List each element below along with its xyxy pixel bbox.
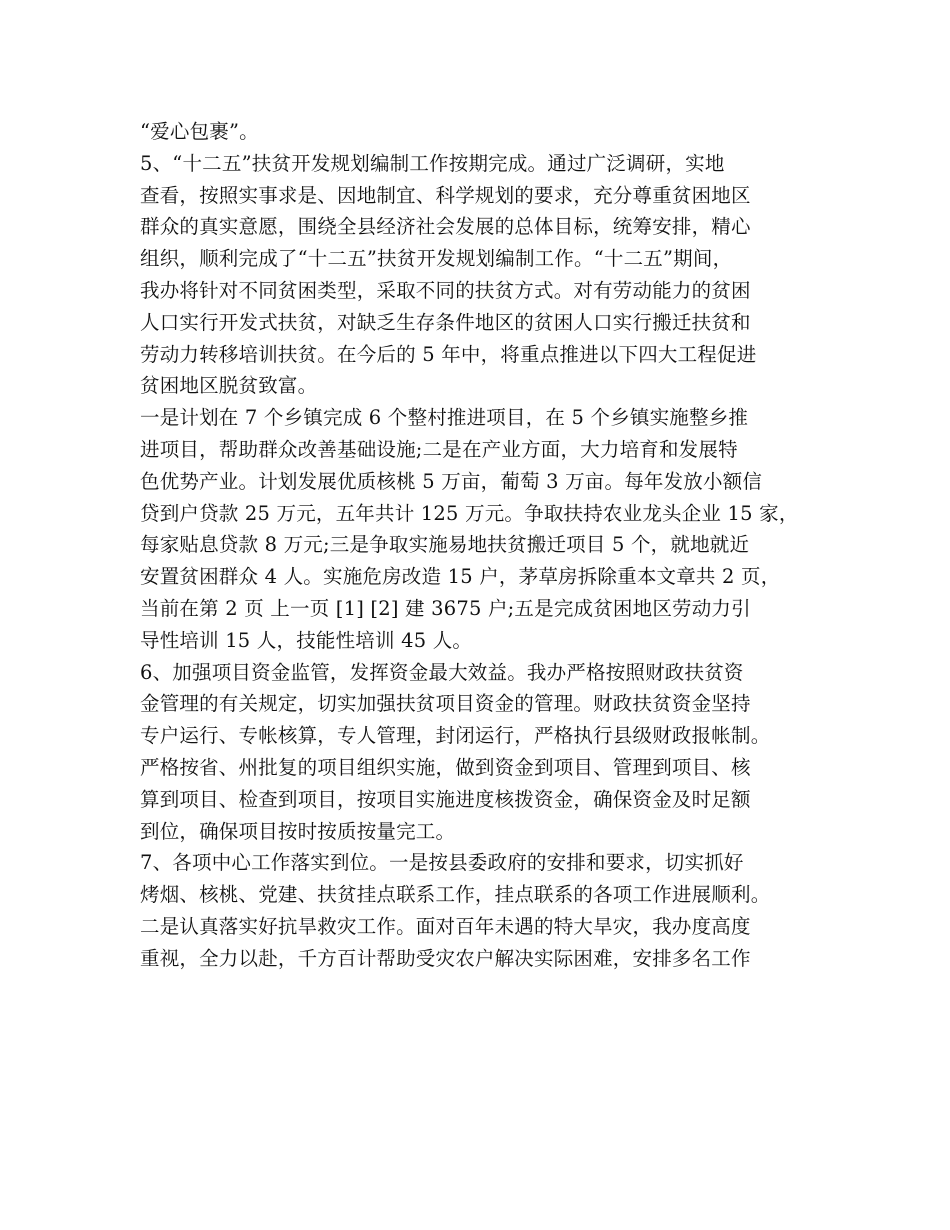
text-line: 5、“十二五”扶贫开发规划编制工作按期完成。通过广泛调研，实地 xyxy=(140,151,725,175)
text-line: 一是计划在 7 个乡镇完成 6 个整村推进项目，在 5 个乡镇实施整乡推 xyxy=(140,406,749,430)
text-line: 我办将针对不同贫困类型，采取不同的扶贫方式。对有劳动能力的贫困 xyxy=(140,278,751,302)
paragraph-item-7-central-work xyxy=(140,847,822,974)
text-line: 组织，顺利完成了“十二五”扶贫开发规划编制工作。“十二五”期间， xyxy=(140,247,733,271)
text-line: 金管理的有关规定，切实加强扶贫项目资金的管理。财政扶贫资金坚持 xyxy=(140,692,751,716)
text-line: 贫困地区脱贫致富。 xyxy=(140,374,318,398)
paragraph-item-6-fund-supervision xyxy=(140,657,822,848)
document-body xyxy=(140,116,822,975)
text-line: 6、加强项目资金监管，发挥资金最大效益。我办严格按照财政扶贫资 xyxy=(140,660,744,684)
paragraph-item-5-planning xyxy=(140,148,822,402)
text-line: 人口实行开发式扶贫，对缺乏生存条件地区的贫困人口实行搬迁扶贫和 xyxy=(140,310,751,334)
paragraph-four-projects xyxy=(140,402,822,656)
text-line: 进项目，帮助群众改善基础设施;二是在产业方面，大力培育和发展特 xyxy=(140,437,738,461)
text-line: 二是认真落实好抗旱救灾工作。面对百年未遇的特大旱灾，我办度高度 xyxy=(140,914,751,938)
text-line: 导性培训 15 人，技能性培训 45 人。 xyxy=(140,628,473,652)
text-line: 到位，确保项目按时按质按量完工。 xyxy=(140,819,456,843)
text-line: 贷到户贷款 25 万元，五年共计 125 万元。争取扶持农业龙头企业 15 家， xyxy=(140,501,799,525)
text-line: 色优势产业。计划发展优质核桃 5 万亩，葡萄 3 万亩。每年发放小额信 xyxy=(140,469,763,493)
text-line: 查看，按照实事求是、因地制宜、科学规划的要求，充分尊重贫困地区 xyxy=(140,183,751,207)
text-line: 每家贴息贷款 8 万元;三是争取实施易地扶贫搬迁项目 5 个，就地就近 xyxy=(140,533,750,557)
text-line: 严格按省、州批复的项目组织实施，做到资金到项目、管理到项目、核 xyxy=(140,755,751,779)
paragraph-love-package-end xyxy=(140,116,822,148)
text-line: 劳动力转移培训扶贫。在今后的 5 年中，将重点推进以下四大工程促进 xyxy=(140,342,757,366)
text-line: “爱心包裹”。 xyxy=(140,120,259,143)
text-line: 当前在第 2 页 上一页 [1] [2] 建 3675 户;五是完成贫困地区劳动力引 xyxy=(140,596,751,620)
text-line: 7、各项中心工作落实到位。一是按县委政府的安排和要求，切实抓好 xyxy=(140,851,744,875)
text-line: 算到项目、检查到项目，按项目实施进度核拨资金，确保资金及时足额 xyxy=(140,787,751,811)
text-line: 专户运行、专帐核算，专人管理，封闭运行，严格执行县级财政报帐制。 xyxy=(140,724,771,748)
text-line: 安置贫困群众 4 人。实施危房改造 15 户，茅草房拆除重本文章共 2 页， xyxy=(140,565,781,589)
text-line: 烤烟、核桃、党建、扶贫挂点联系工作，挂点联系的各项工作进展顺利。 xyxy=(140,883,771,907)
text-line: 群众的真实意愿，围绕全县经济社会发展的总体目标，统筹安排，精心 xyxy=(140,215,751,239)
text-line: 重视，全力以赴，千方百计帮助受灾农户解决实际困难，安排多名工作 xyxy=(140,946,751,970)
